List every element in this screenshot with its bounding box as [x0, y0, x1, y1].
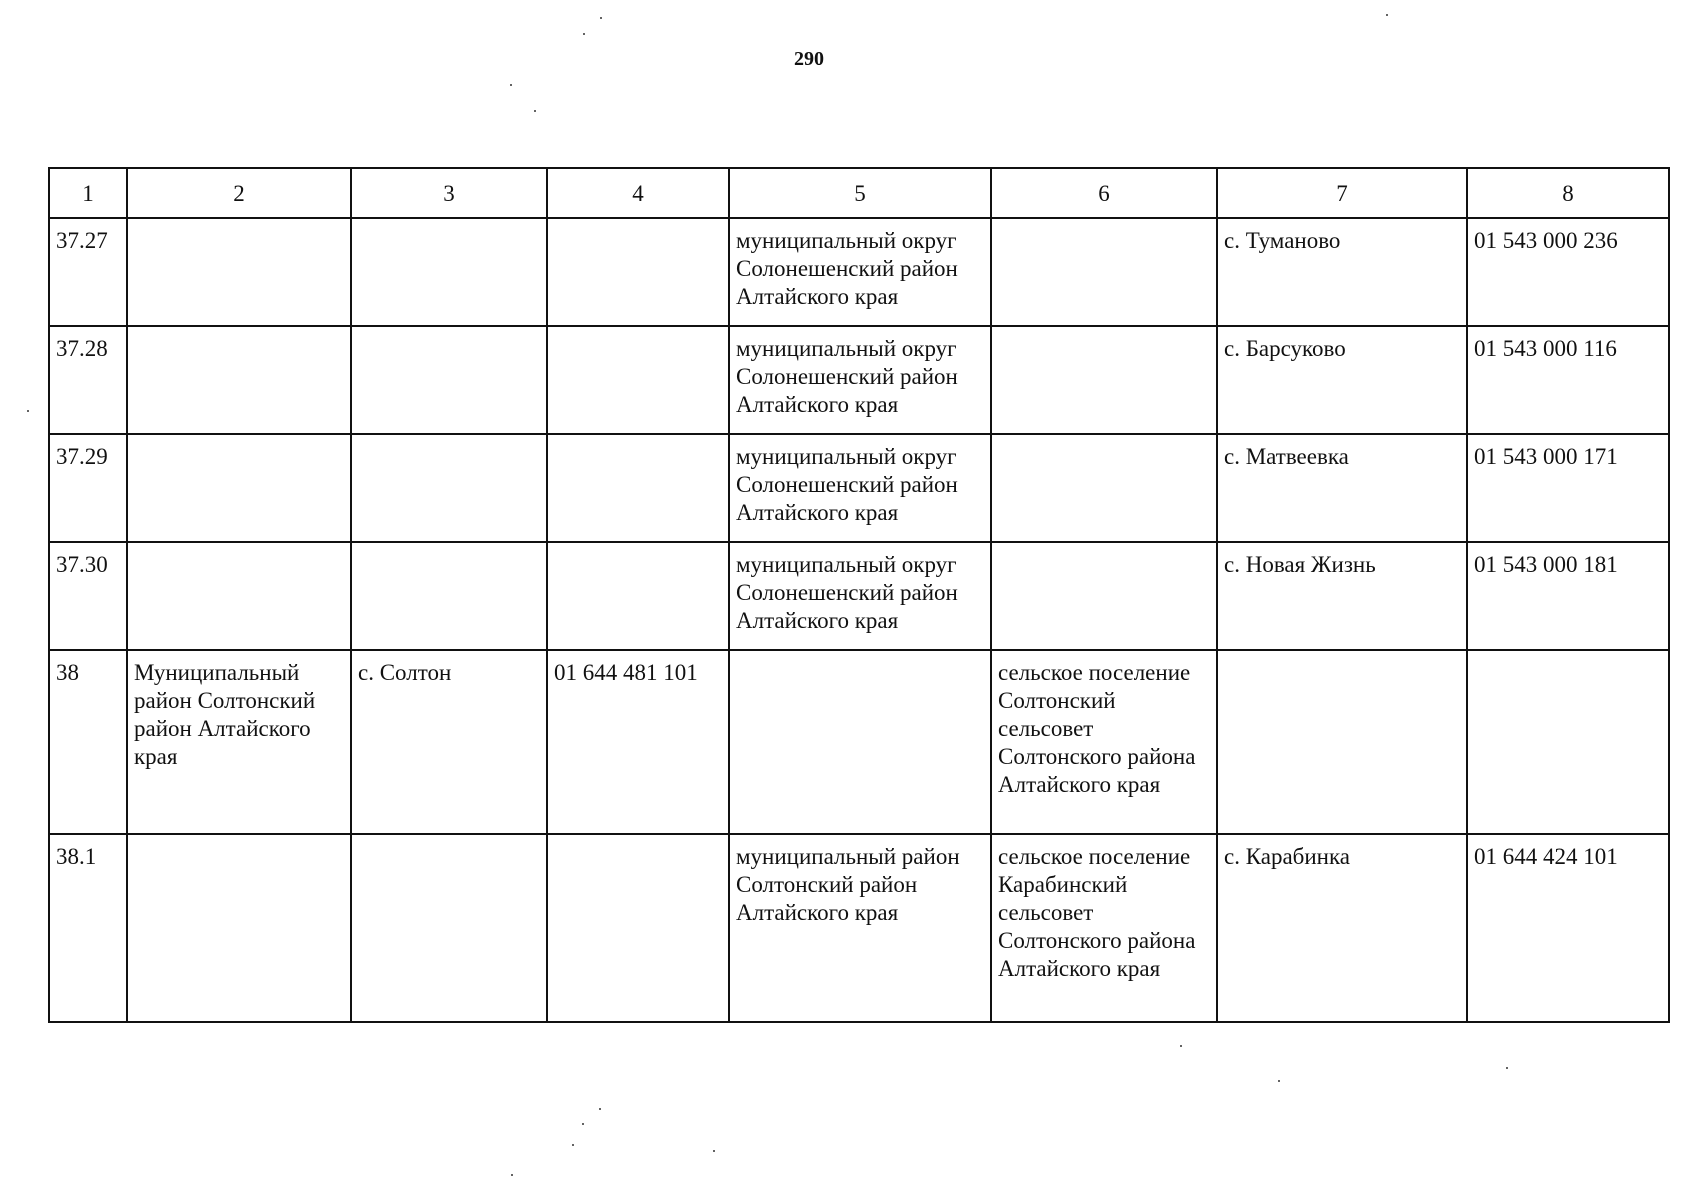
locality-cell: с. Барсуково	[1217, 326, 1467, 434]
scan-speck	[27, 410, 29, 412]
scan-speck	[582, 1123, 584, 1125]
settlement-cell	[991, 434, 1217, 542]
scan-speck	[510, 84, 512, 86]
row-number-cell: 37.30	[49, 542, 127, 650]
center-code-cell	[547, 218, 729, 326]
locality-cell: с. Карабинка	[1217, 834, 1467, 1022]
scan-speck	[1386, 14, 1388, 16]
column-number-row	[49, 168, 1669, 218]
locality-cell	[1217, 650, 1467, 834]
column-header-8: 8	[1467, 168, 1669, 218]
locality-code-cell: 01 543 000 236	[1467, 218, 1669, 326]
table-row	[49, 650, 1669, 834]
column-header-1: 1	[49, 168, 127, 218]
center-cell: с. Солтон	[351, 650, 547, 834]
district-cell	[127, 434, 351, 542]
scan-speck	[599, 1108, 601, 1110]
municipality-cell: муниципальный округ Солонешенский район Алтайского края	[729, 434, 991, 542]
settlement-cell: сельское поселение Солтонский сельсовет Солтонского района Алтайского края	[991, 650, 1217, 834]
row-number-cell: 37.29	[49, 434, 127, 542]
center-cell	[351, 218, 547, 326]
settlement-cell	[991, 326, 1217, 434]
scan-speck	[534, 110, 536, 112]
scan-speck	[511, 1174, 513, 1176]
row-number-cell: 37.27	[49, 218, 127, 326]
municipality-cell: муниципальный округ Солонешенский район Алтайского края	[729, 218, 991, 326]
column-header-3: 3	[351, 168, 547, 218]
row-number-cell: 37.28	[49, 326, 127, 434]
locality-code-cell: 01 543 000 181	[1467, 542, 1669, 650]
district-cell	[127, 834, 351, 1022]
center-cell	[351, 542, 547, 650]
scan-speck	[713, 1150, 715, 1152]
district-cell: Муниципальный район Солтонский район Алтайского края	[127, 650, 351, 834]
center-code-cell	[547, 326, 729, 434]
scan-speck	[583, 33, 585, 35]
municipality-cell	[729, 650, 991, 834]
center-cell	[351, 834, 547, 1022]
row-number-cell: 38	[49, 650, 127, 834]
center-code-cell	[547, 834, 729, 1022]
locality-cell: с. Матвеевка	[1217, 434, 1467, 542]
municipality-cell: муниципальный округ Солонешенский район Алтайского края	[729, 542, 991, 650]
locality-cell: с. Новая Жизнь	[1217, 542, 1467, 650]
locality-code-cell	[1467, 650, 1669, 834]
table-row	[49, 434, 1669, 542]
center-cell	[351, 434, 547, 542]
center-code-cell	[547, 434, 729, 542]
municipality-cell: муниципальный район Солтонский район Алтайского края	[729, 834, 991, 1022]
district-cell	[127, 218, 351, 326]
municipality-cell: муниципальный округ Солонешенский район Алтайского края	[729, 326, 991, 434]
scan-speck	[572, 1144, 574, 1146]
center-code-cell	[547, 542, 729, 650]
row-number-cell: 38.1	[49, 834, 127, 1022]
page-number: 290	[794, 48, 824, 70]
scan-speck	[600, 17, 602, 19]
column-header-7: 7	[1217, 168, 1467, 218]
locality-cell: с. Туманово	[1217, 218, 1467, 326]
column-header-4: 4	[547, 168, 729, 218]
column-header-5: 5	[729, 168, 991, 218]
table-row	[49, 218, 1669, 326]
column-header-6: 6	[991, 168, 1217, 218]
settlement-cell	[991, 542, 1217, 650]
settlement-cell: сельское поселение Карабинский сельсовет Солтонского района Алтайского края	[991, 834, 1217, 1022]
district-cell	[127, 326, 351, 434]
table-row	[49, 542, 1669, 650]
column-header-2: 2	[127, 168, 351, 218]
locality-code-cell: 01 543 000 171	[1467, 434, 1669, 542]
settlement-cell	[991, 218, 1217, 326]
district-cell	[127, 542, 351, 650]
scan-speck	[1506, 1067, 1508, 1069]
scan-speck	[1278, 1080, 1280, 1082]
locality-code-cell: 01 644 424 101	[1467, 834, 1669, 1022]
table-row	[49, 834, 1669, 1022]
table-row	[49, 326, 1669, 434]
locality-code-cell: 01 543 000 116	[1467, 326, 1669, 434]
center-cell	[351, 326, 547, 434]
scan-speck	[1180, 1045, 1182, 1047]
registry-table	[48, 167, 1670, 1023]
center-code-cell: 01 644 481 101	[547, 650, 729, 834]
